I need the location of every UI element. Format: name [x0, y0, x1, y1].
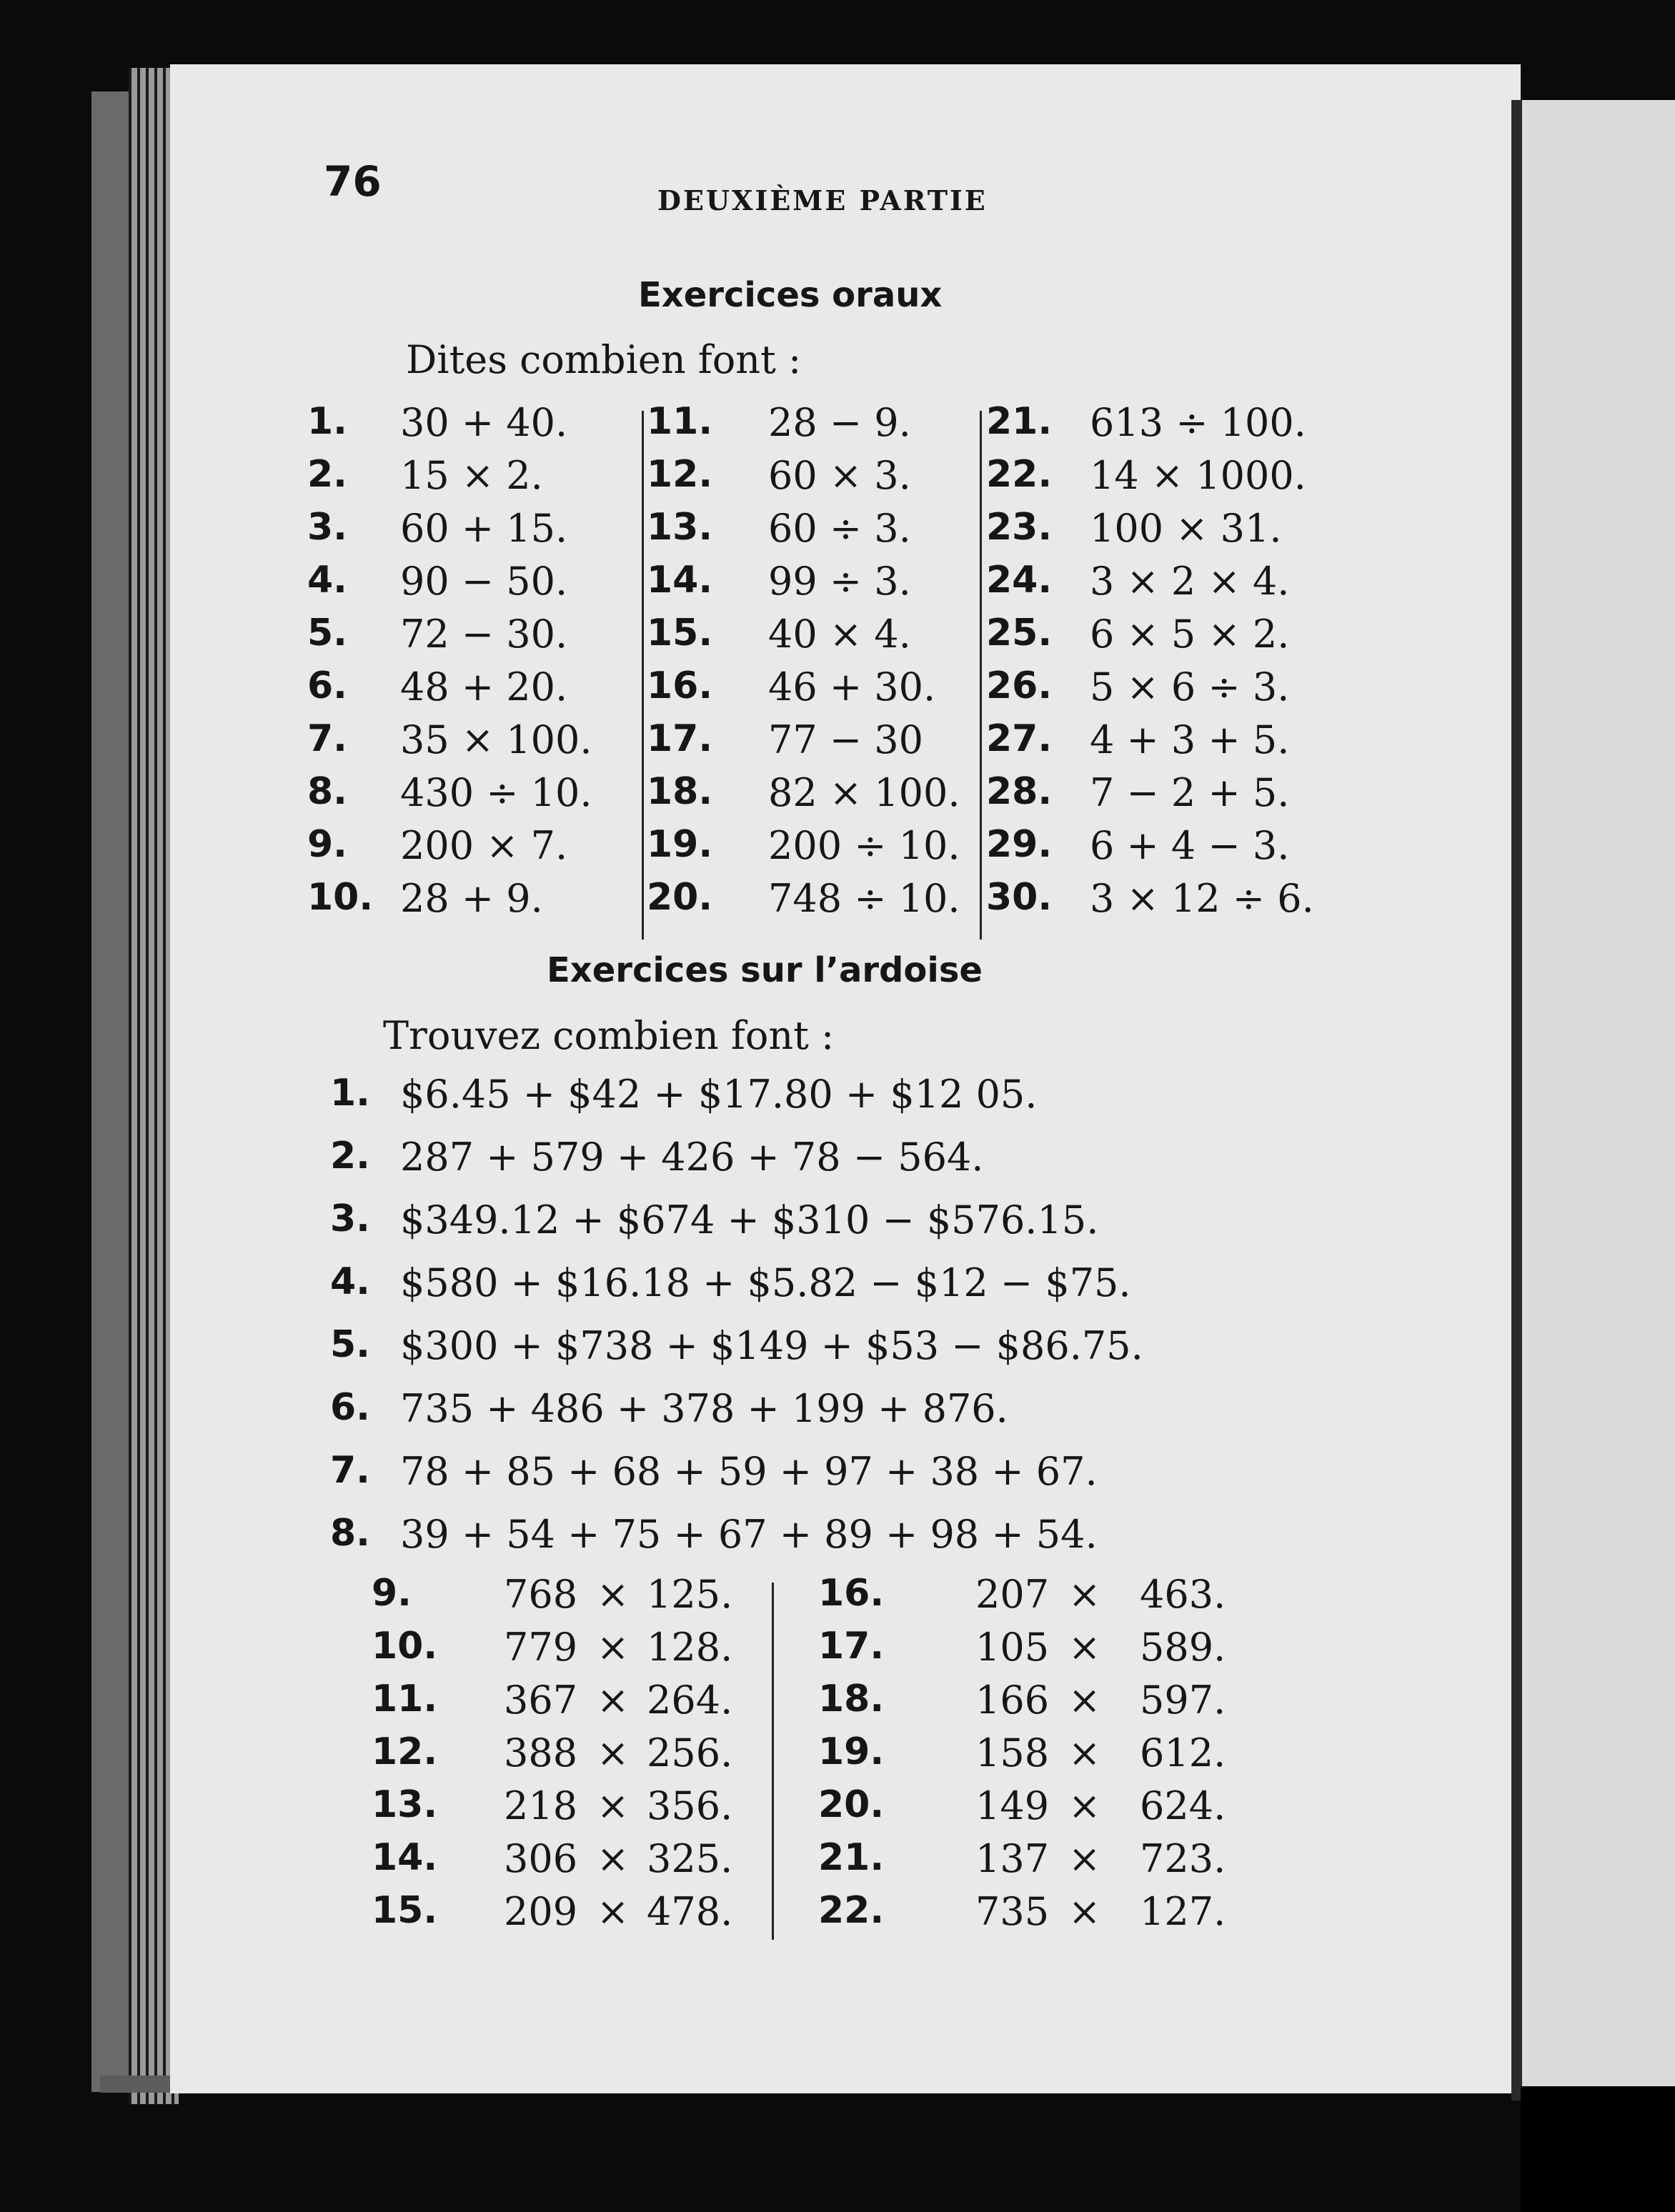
times-sign: × — [1068, 1836, 1101, 1881]
multiplication-row — [0, 1889, 1675, 1942]
exercise-expression: $349.12 + $674 + $310 − $576.15. — [400, 1197, 1099, 1242]
exercise-number: 5. — [307, 612, 347, 654]
slate-line — [0, 1260, 1675, 1322]
exercise-number: 13. — [647, 506, 713, 549]
factor-a: 149 — [975, 1783, 1050, 1828]
exercise-expression: 6 + 4 − 3. — [1090, 823, 1290, 868]
exercise-number: 24. — [986, 559, 1053, 602]
page-number: 76 — [324, 157, 382, 206]
times-sign: × — [597, 1678, 630, 1723]
exercise-number: 11. — [647, 400, 713, 443]
exercise-number: 6. — [307, 664, 347, 707]
exercise-expression: 39 + 54 + 75 + 67 + 89 + 98 + 54. — [400, 1512, 1098, 1557]
factor-b: 597. — [1140, 1678, 1226, 1723]
exercise-number: 1. — [330, 1072, 370, 1115]
exercise-expression: 46 + 30. — [768, 664, 936, 709]
exercise-number: 6. — [330, 1386, 370, 1429]
section-title-oral: Exercices oraux — [638, 275, 943, 315]
factor-b: 125. — [647, 1572, 733, 1617]
factor-a: 105 — [975, 1625, 1050, 1670]
factor-a: 158 — [975, 1730, 1050, 1775]
factor-b: 624. — [1140, 1783, 1226, 1828]
slate-line — [0, 1072, 1675, 1133]
exercise-expression: 72 − 30. — [400, 612, 568, 657]
slate-line — [0, 1512, 1675, 1573]
exercise-number: 9. — [307, 823, 347, 866]
exercise-number: 18. — [647, 770, 713, 813]
exercise-expression: 60 ÷ 3. — [768, 506, 911, 551]
exercise-expression: $300 + $738 + $149 + $53 − $86.75. — [400, 1323, 1143, 1368]
times-sign: × — [597, 1572, 630, 1617]
exercise-expression: 82 × 100. — [768, 770, 960, 815]
times-sign: × — [597, 1730, 630, 1775]
exercise-number: 7. — [330, 1449, 370, 1492]
exercise-expression: $6.45 + $42 + $17.80 + $12 05. — [400, 1072, 1038, 1117]
exercise-number: 14. — [647, 559, 713, 602]
exercise-expression: 4 + 3 + 5. — [1090, 717, 1290, 762]
exercise-row — [0, 876, 1675, 929]
factor-b: 478. — [647, 1889, 733, 1934]
times-sign: × — [1068, 1730, 1101, 1775]
exercise-row — [0, 453, 1675, 506]
factor-a: 388 — [504, 1730, 578, 1775]
exercise-number: 19. — [647, 823, 713, 866]
exercise-expression: 430 ÷ 10. — [400, 770, 592, 815]
slate-line — [0, 1323, 1675, 1385]
factor-b: 589. — [1140, 1625, 1226, 1670]
factor-a: 779 — [504, 1625, 578, 1670]
times-sign: × — [1068, 1889, 1101, 1934]
exercise-expression: 5 × 6 ÷ 3. — [1090, 664, 1290, 709]
exercise-expression: 287 + 579 + 426 + 78 − 564. — [400, 1135, 984, 1180]
exercise-expression: 6 × 5 × 2. — [1090, 612, 1290, 657]
exercise-number: 14. — [372, 1836, 438, 1879]
exercise-number: 15. — [372, 1889, 438, 1932]
exercise-number: 22. — [818, 1889, 885, 1932]
exercise-number: 21. — [986, 400, 1053, 443]
exercise-number: 12. — [647, 453, 713, 496]
exercise-number: 1. — [307, 400, 347, 443]
exercise-number: 9. — [372, 1572, 412, 1615]
exercise-expression: 613 ÷ 100. — [1090, 400, 1306, 445]
section-title-slate: Exercices sur l’ardoise — [547, 950, 983, 990]
exercise-row — [0, 506, 1675, 559]
slate-line — [0, 1386, 1675, 1448]
exercise-expression: 748 ÷ 10. — [768, 876, 960, 921]
exercise-number: 8. — [330, 1512, 370, 1555]
exercise-number: 16. — [818, 1572, 885, 1615]
exercise-number: 27. — [986, 717, 1053, 760]
factor-b: 264. — [647, 1678, 733, 1723]
scan-background — [1521, 2086, 1675, 2212]
slate-line — [0, 1449, 1675, 1510]
exercise-number: 15. — [647, 612, 713, 654]
running-header: DEUXIÈME PARTIE — [657, 184, 988, 216]
exercise-expression: 48 + 20. — [400, 664, 568, 709]
exercise-number: 12. — [372, 1730, 438, 1773]
multiplication-row — [0, 1625, 1675, 1678]
factor-a: 207 — [975, 1572, 1050, 1617]
exercise-number: 4. — [330, 1260, 370, 1303]
exercise-row — [0, 770, 1675, 823]
exercise-row — [0, 664, 1675, 717]
factor-b: 612. — [1140, 1730, 1226, 1775]
exercise-expression: 15 × 2. — [400, 453, 543, 498]
exercise-number: 30. — [986, 876, 1053, 919]
times-sign: × — [597, 1625, 630, 1670]
factor-b: 723. — [1140, 1836, 1226, 1881]
exercise-number: 8. — [307, 770, 347, 813]
exercise-number: 3. — [307, 506, 347, 549]
multiplication-row — [0, 1572, 1675, 1625]
exercise-number: 2. — [330, 1135, 370, 1177]
exercise-number: 19. — [818, 1730, 885, 1773]
exercise-number: 3. — [330, 1197, 370, 1240]
factor-a: 306 — [504, 1836, 578, 1881]
multiplication-row — [0, 1730, 1675, 1783]
exercise-expression: 40 × 4. — [768, 612, 911, 657]
exercise-expression: 14 × 1000. — [1090, 453, 1306, 498]
times-sign: × — [597, 1889, 630, 1934]
factor-b: 463. — [1140, 1572, 1226, 1617]
factor-b: 356. — [647, 1783, 733, 1828]
factor-a: 137 — [975, 1836, 1050, 1881]
exercise-expression: 35 × 100. — [400, 717, 592, 762]
exercise-number: 22. — [986, 453, 1053, 496]
exercise-number: 20. — [647, 876, 713, 919]
multiplication-row — [0, 1836, 1675, 1889]
exercise-expression: 3 × 12 ÷ 6. — [1090, 876, 1314, 921]
exercise-row — [0, 400, 1675, 453]
factor-a: 166 — [975, 1678, 1050, 1723]
times-sign: × — [1068, 1678, 1101, 1723]
exercise-expression: 3 × 2 × 4. — [1090, 559, 1290, 604]
exercise-row — [0, 717, 1675, 770]
slate-line — [0, 1197, 1675, 1259]
exercise-expression: $580 + $16.18 + $5.82 − $12 − $75. — [400, 1260, 1131, 1305]
instruction-oral: Dites combien font : — [406, 337, 802, 382]
exercise-expression: 60 × 3. — [768, 453, 911, 498]
exercise-number: 10. — [307, 876, 374, 919]
exercise-number: 18. — [818, 1678, 885, 1720]
multiplication-row — [0, 1783, 1675, 1836]
exercise-number: 17. — [818, 1625, 885, 1668]
exercise-expression: 200 ÷ 10. — [768, 823, 960, 868]
times-sign: × — [597, 1783, 630, 1828]
exercise-row — [0, 612, 1675, 664]
exercise-expression: 78 + 85 + 68 + 59 + 97 + 38 + 67. — [400, 1449, 1098, 1494]
exercise-expression: 200 × 7. — [400, 823, 568, 868]
factor-b: 256. — [647, 1730, 733, 1775]
exercise-expression: 100 × 31. — [1090, 506, 1282, 551]
factor-a: 218 — [504, 1783, 578, 1828]
exercise-number: 25. — [986, 612, 1053, 654]
exercise-number: 13. — [372, 1783, 438, 1826]
exercise-expression: 28 − 9. — [768, 400, 911, 445]
slate-line — [0, 1135, 1675, 1196]
exercise-number: 29. — [986, 823, 1053, 866]
exercise-number: 17. — [647, 717, 713, 760]
exercise-number: 26. — [986, 664, 1053, 707]
exercise-number: 2. — [307, 453, 347, 496]
exercise-expression: 30 + 40. — [400, 400, 568, 445]
factor-a: 768 — [504, 1572, 578, 1617]
exercise-number: 4. — [307, 559, 347, 602]
factor-a: 209 — [504, 1889, 578, 1934]
exercise-expression: 28 + 9. — [400, 876, 543, 921]
exercise-expression: 60 + 15. — [400, 506, 568, 551]
exercise-number: 28. — [986, 770, 1053, 813]
exercise-row — [0, 559, 1675, 612]
exercise-number: 21. — [818, 1836, 885, 1879]
exercise-number: 16. — [647, 664, 713, 707]
exercise-expression: 90 − 50. — [400, 559, 568, 604]
exercise-row — [0, 823, 1675, 876]
factor-b: 127. — [1140, 1889, 1226, 1934]
exercise-expression: 735 + 486 + 378 + 199 + 876. — [400, 1386, 1008, 1431]
factor-b: 325. — [647, 1836, 733, 1881]
factor-b: 128. — [647, 1625, 733, 1670]
exercise-number: 7. — [307, 717, 347, 760]
exercise-number: 23. — [986, 506, 1053, 549]
times-sign: × — [1068, 1783, 1101, 1828]
multiplication-row — [0, 1678, 1675, 1730]
times-sign: × — [597, 1836, 630, 1881]
times-sign: × — [1068, 1572, 1101, 1617]
exercise-expression: 77 − 30 — [768, 717, 924, 762]
exercise-expression: 7 − 2 + 5. — [1090, 770, 1290, 815]
times-sign: × — [1068, 1625, 1101, 1670]
instruction-slate: Trouvez combien font : — [383, 1013, 835, 1058]
factor-a: 367 — [504, 1678, 578, 1723]
exercise-number: 11. — [372, 1678, 438, 1720]
exercise-number: 20. — [818, 1783, 885, 1826]
factor-a: 735 — [975, 1889, 1050, 1934]
exercise-number: 5. — [330, 1323, 370, 1366]
exercise-number: 10. — [372, 1625, 438, 1668]
exercise-expression: 99 ÷ 3. — [768, 559, 911, 604]
